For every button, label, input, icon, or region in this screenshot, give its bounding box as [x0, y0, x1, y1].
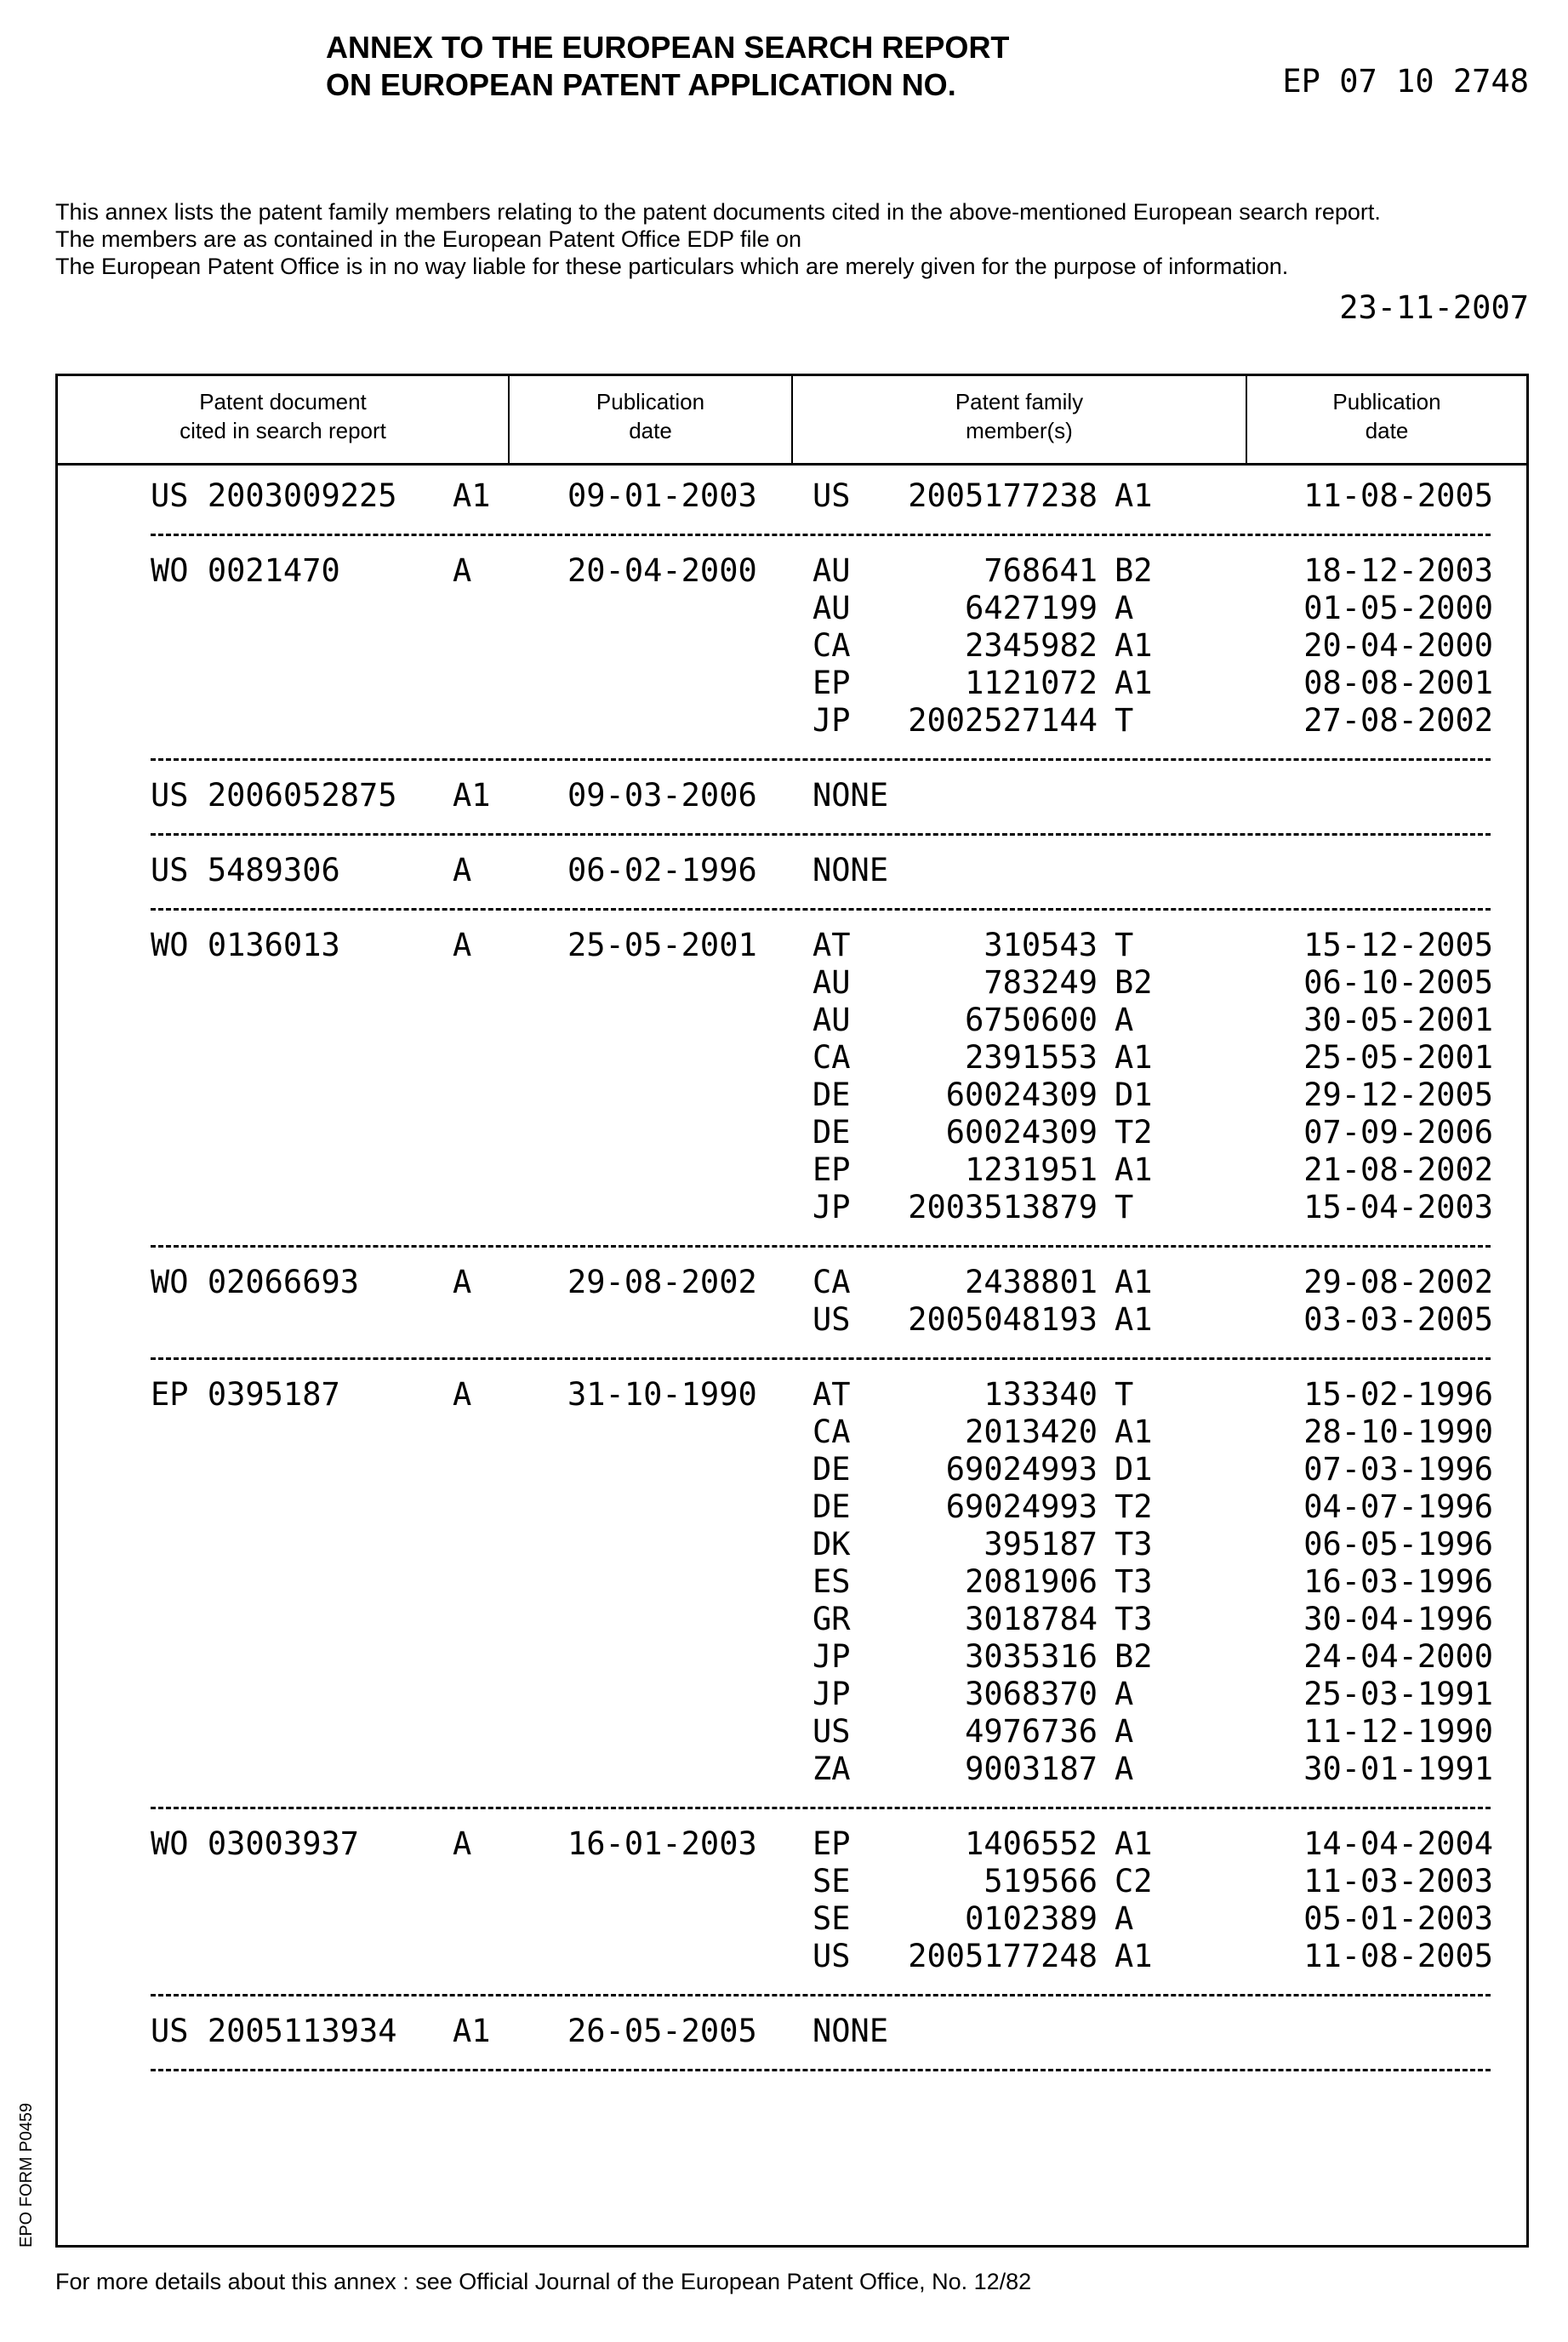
member-kind: B2	[1115, 964, 1153, 1002]
member-publication-date: 24-04-2000	[1303, 1638, 1493, 1676]
member-kind: A	[1115, 1751, 1133, 1788]
member-number: 1231951	[965, 1151, 1098, 1189]
member-publication-date: 03-03-2005	[1303, 1301, 1493, 1339]
member-country: ZA	[813, 1751, 851, 1788]
no-family-members: NONE	[813, 852, 888, 889]
member-number: 4976736	[965, 1713, 1098, 1751]
member-number: 60024309	[946, 1077, 1098, 1114]
cited-document: US 2003009225	[151, 477, 397, 515]
header-text: cited in search report	[58, 416, 508, 445]
member-publication-date: 14-04-2004	[1303, 1825, 1493, 1863]
member-country: US	[813, 477, 851, 515]
member-kind: A1	[1115, 1039, 1153, 1077]
member-kind: A	[1115, 1713, 1133, 1751]
member-country: JP	[813, 1676, 851, 1713]
member-country: JP	[813, 702, 851, 740]
member-publication-date: 07-03-1996	[1303, 1451, 1493, 1488]
member-number: 2002527144	[908, 702, 1098, 740]
member-number: 1406552	[965, 1825, 1098, 1863]
header-text: member(s)	[793, 416, 1246, 445]
header-family-publication-date	[1247, 387, 1526, 445]
cited-kind: A	[453, 1264, 471, 1301]
cited-publication-date: 16-01-2003	[567, 1825, 757, 1863]
intro-line-2: The members are as contained in the European Patent Office EDP file on	[55, 226, 801, 253]
member-publication-date: 20-04-2000	[1303, 627, 1493, 665]
member-number: 2005048193	[908, 1301, 1098, 1339]
member-number: 2081906	[965, 1563, 1098, 1601]
member-kind: T2	[1115, 1114, 1153, 1151]
member-publication-date: 30-01-1991	[1303, 1751, 1493, 1788]
member-publication-date: 30-05-2001	[1303, 1002, 1493, 1039]
no-family-members: NONE	[813, 777, 888, 814]
member-country: CA	[813, 627, 851, 665]
member-publication-date: 11-08-2005	[1303, 1938, 1493, 1975]
member-country: CA	[813, 1264, 851, 1301]
member-kind: C2	[1115, 1863, 1153, 1900]
member-number: 6750600	[965, 1002, 1098, 1039]
application-number: EP 07 10 2748	[1282, 63, 1529, 100]
member-kind: A1	[1115, 1264, 1153, 1301]
member-kind: A	[1115, 590, 1133, 627]
cited-kind: A1	[453, 777, 491, 814]
member-kind: A1	[1115, 1825, 1153, 1863]
member-number: 768641	[984, 552, 1098, 590]
header-text: date	[1247, 416, 1526, 445]
member-publication-date: 11-12-1990	[1303, 1713, 1493, 1751]
member-number: 9003187	[965, 1751, 1098, 1788]
member-number: 2438801	[965, 1264, 1098, 1301]
member-number: 2391553	[965, 1039, 1098, 1077]
member-country: SE	[813, 1863, 851, 1900]
cited-publication-date: 09-01-2003	[567, 477, 757, 515]
group-separator	[151, 1357, 1491, 1360]
cited-document: US 5489306	[151, 852, 340, 889]
member-number: 3018784	[965, 1601, 1098, 1638]
cited-publication-date: 26-05-2005	[567, 2013, 757, 2050]
member-country: DE	[813, 1488, 851, 1526]
member-country: DE	[813, 1451, 851, 1488]
cited-publication-date: 31-10-1990	[567, 1376, 757, 1414]
member-country: JP	[813, 1638, 851, 1676]
cited-publication-date: 06-02-1996	[567, 852, 757, 889]
member-publication-date: 27-08-2002	[1303, 702, 1493, 740]
member-kind: B2	[1115, 1638, 1153, 1676]
cited-kind: A	[453, 1376, 471, 1414]
member-number: 310543	[984, 927, 1098, 964]
member-publication-date: 04-07-1996	[1303, 1488, 1493, 1526]
member-number: 6427199	[965, 590, 1098, 627]
member-publication-date: 28-10-1990	[1303, 1414, 1493, 1451]
member-number: 2005177248	[908, 1938, 1098, 1975]
member-publication-date: 15-02-1996	[1303, 1376, 1493, 1414]
cited-kind: A	[453, 852, 471, 889]
member-number: 395187	[984, 1526, 1098, 1563]
member-publication-date: 01-05-2000	[1303, 590, 1493, 627]
member-kind: D1	[1115, 1451, 1153, 1488]
member-country: US	[813, 1301, 851, 1339]
member-country: DE	[813, 1077, 851, 1114]
member-publication-date: 16-03-1996	[1303, 1563, 1493, 1601]
member-number: 2005177238	[908, 477, 1098, 515]
group-separator	[151, 1807, 1491, 1809]
cited-kind: A	[453, 927, 471, 964]
member-kind: T	[1115, 927, 1133, 964]
member-kind: B2	[1115, 552, 1153, 590]
cited-kind: A1	[453, 2013, 491, 2050]
member-number: 133340	[984, 1376, 1098, 1414]
group-separator	[151, 833, 1491, 836]
member-kind: T3	[1115, 1526, 1153, 1563]
member-publication-date: 08-08-2001	[1303, 665, 1493, 702]
member-number: 69024993	[946, 1488, 1098, 1526]
member-number: 2345982	[965, 627, 1098, 665]
cited-publication-date: 20-04-2000	[567, 552, 757, 590]
member-kind: A1	[1115, 477, 1153, 515]
member-kind: A	[1115, 1900, 1133, 1938]
header-text: date	[510, 416, 791, 445]
member-publication-date: 29-12-2005	[1303, 1077, 1493, 1114]
cited-kind: A	[453, 552, 471, 590]
member-kind: D1	[1115, 1077, 1153, 1114]
member-publication-date: 11-03-2003	[1303, 1863, 1493, 1900]
member-publication-date: 11-08-2005	[1303, 477, 1493, 515]
member-kind: T	[1115, 1189, 1133, 1226]
member-country: AT	[813, 1376, 851, 1414]
no-family-members: NONE	[813, 2013, 888, 2050]
member-country: AT	[813, 927, 851, 964]
member-country: EP	[813, 665, 851, 702]
header-text: Publication	[1247, 387, 1526, 416]
header-patent-document	[58, 387, 508, 445]
intro-line-1: This annex lists the patent family members relating to the patent documents cited in the above-mentioned European search report.	[55, 198, 1381, 226]
member-country: EP	[813, 1151, 851, 1189]
member-number: 69024993	[946, 1451, 1098, 1488]
group-separator	[151, 758, 1491, 761]
cited-document: WO 02066693	[151, 1264, 359, 1301]
cited-document: EP 0395187	[151, 1376, 340, 1414]
cited-document: WO 0136013	[151, 927, 340, 964]
member-number: 783249	[984, 964, 1098, 1002]
footer-note: For more details about this annex : see Official Journal of the European Patent Office, No. 12/82	[55, 2269, 1031, 2295]
member-country: US	[813, 1938, 851, 1975]
header-text: Patent document	[58, 387, 508, 416]
member-country: DK	[813, 1526, 851, 1563]
header-text: Publication	[510, 387, 791, 416]
form-id: EPO FORM P0459	[17, 2103, 37, 2248]
cited-publication-date: 29-08-2002	[567, 1264, 757, 1301]
header-text: Patent family	[793, 387, 1246, 416]
member-country: US	[813, 1713, 851, 1751]
cited-document: WO 03003937	[151, 1825, 359, 1863]
member-number: 1121072	[965, 665, 1098, 702]
report-date: 23-11-2007	[1339, 289, 1529, 326]
member-publication-date: 29-08-2002	[1303, 1264, 1493, 1301]
group-separator	[151, 908, 1491, 911]
member-country: ES	[813, 1563, 851, 1601]
member-kind: T	[1115, 702, 1133, 740]
member-country: DE	[813, 1114, 851, 1151]
member-country: AU	[813, 964, 851, 1002]
header-publication-date	[510, 387, 791, 445]
member-publication-date: 15-04-2003	[1303, 1189, 1493, 1226]
member-country: CA	[813, 1414, 851, 1451]
member-number: 3068370	[965, 1676, 1098, 1713]
member-kind: A	[1115, 1002, 1133, 1039]
member-kind: T3	[1115, 1601, 1153, 1638]
member-publication-date: 05-01-2003	[1303, 1900, 1493, 1938]
member-country: GR	[813, 1601, 851, 1638]
group-separator	[151, 1245, 1491, 1248]
cited-kind: A	[453, 1825, 471, 1863]
member-number: 3035316	[965, 1638, 1098, 1676]
member-kind: T2	[1115, 1488, 1153, 1526]
member-publication-date: 25-03-1991	[1303, 1676, 1493, 1713]
member-country: AU	[813, 552, 851, 590]
group-separator	[151, 2069, 1491, 2071]
cited-kind: A1	[453, 477, 491, 515]
member-country: CA	[813, 1039, 851, 1077]
report-title-line2: ON EUROPEAN PATENT APPLICATION NO.	[326, 66, 956, 104]
group-separator	[151, 534, 1491, 536]
report-title-line1: ANNEX TO THE EUROPEAN SEARCH REPORT	[326, 29, 1009, 66]
cited-document: WO 0021470	[151, 552, 340, 590]
member-country: SE	[813, 1900, 851, 1938]
member-kind: A	[1115, 1676, 1133, 1713]
member-publication-date: 07-09-2006	[1303, 1114, 1493, 1151]
member-kind: T3	[1115, 1563, 1153, 1601]
member-publication-date: 21-08-2002	[1303, 1151, 1493, 1189]
cited-publication-date: 09-03-2006	[567, 777, 757, 814]
intro-line-3: The European Patent Office is in no way liable for these particulars which are merely given for the purpose of information.	[55, 253, 1288, 280]
member-publication-date: 06-05-1996	[1303, 1526, 1493, 1563]
member-kind: A1	[1115, 1938, 1153, 1975]
member-number: 60024309	[946, 1114, 1098, 1151]
group-separator	[151, 1994, 1491, 1996]
member-number: 0102389	[965, 1900, 1098, 1938]
member-country: AU	[813, 1002, 851, 1039]
member-kind: A1	[1115, 1301, 1153, 1339]
cited-document: US 2006052875	[151, 777, 397, 814]
member-publication-date: 15-12-2005	[1303, 927, 1493, 964]
member-number: 2003513879	[908, 1189, 1098, 1226]
member-kind: A1	[1115, 1151, 1153, 1189]
member-country: JP	[813, 1189, 851, 1226]
member-country: AU	[813, 590, 851, 627]
member-number: 519566	[984, 1863, 1098, 1900]
cited-document: US 2005113934	[151, 2013, 397, 2050]
member-kind: A1	[1115, 1414, 1153, 1451]
member-publication-date: 25-05-2001	[1303, 1039, 1493, 1077]
member-kind: T	[1115, 1376, 1133, 1414]
member-publication-date: 06-10-2005	[1303, 964, 1493, 1002]
cited-publication-date: 25-05-2001	[567, 927, 757, 964]
member-number: 2013420	[965, 1414, 1098, 1451]
member-country: EP	[813, 1825, 851, 1863]
member-publication-date: 30-04-1996	[1303, 1601, 1493, 1638]
member-kind: A1	[1115, 627, 1153, 665]
header-patent-family	[793, 387, 1246, 445]
member-publication-date: 18-12-2003	[1303, 552, 1493, 590]
member-kind: A1	[1115, 665, 1153, 702]
